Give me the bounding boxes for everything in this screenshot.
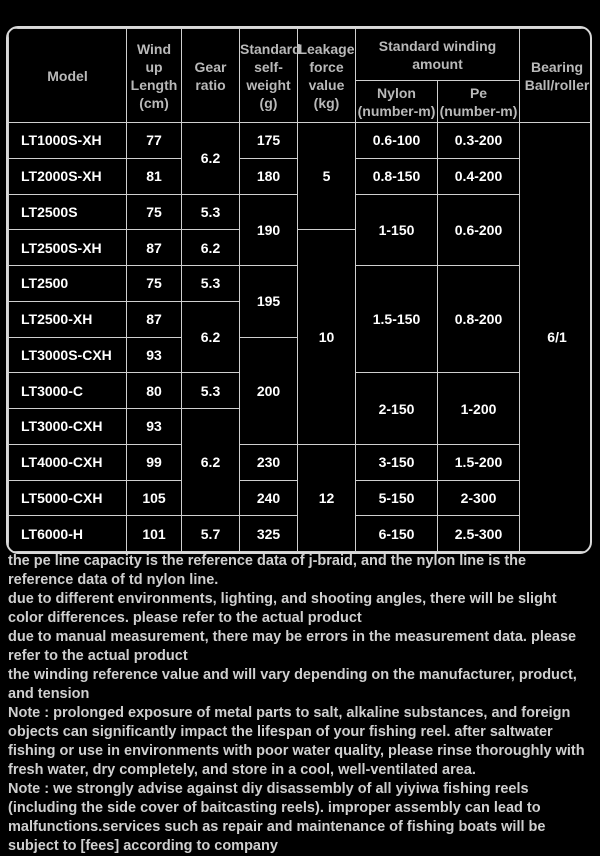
weight-cell: 180 bbox=[240, 158, 298, 194]
nylon-cell: 0.6-100 bbox=[356, 123, 438, 159]
model-cell: LT4000-CXH bbox=[9, 444, 127, 480]
gear-cell: 5.3 bbox=[182, 194, 240, 230]
length-cell: 87 bbox=[127, 230, 182, 266]
model-cell: LT1000S-XH bbox=[9, 123, 127, 159]
pe-cell: 2-300 bbox=[438, 480, 520, 516]
length-cell: 77 bbox=[127, 123, 182, 159]
gear-cell: 6.2 bbox=[182, 301, 240, 373]
model-cell: LT3000-CXH bbox=[9, 409, 127, 445]
weight-cell: 200 bbox=[240, 337, 298, 444]
model-cell: LT6000-H bbox=[9, 516, 127, 552]
nylon-cell: 0.8-150 bbox=[356, 158, 438, 194]
leakage-cell: 12 bbox=[298, 444, 356, 551]
header-bearing: Bearing Ball/roller bbox=[520, 29, 592, 123]
length-cell: 93 bbox=[127, 337, 182, 373]
table-row bbox=[9, 444, 593, 480]
note-color-difference: due to different environments, lighting, and shooting angles, there will be slight color differences. please refer to the actual product bbox=[8, 591, 557, 626]
bearing-cell: 6/1 bbox=[520, 123, 592, 552]
header-gear-ratio: Gear ratio bbox=[182, 29, 240, 123]
gear-cell: 6.2 bbox=[182, 123, 240, 195]
header-self-weight: Standard self-weight (g) bbox=[240, 29, 298, 123]
leakage-cell: 10 bbox=[298, 230, 356, 445]
note-winding-reference: the winding reference value and will vary depending on the manufacturer, product, and tension bbox=[8, 667, 577, 702]
length-cell: 80 bbox=[127, 373, 182, 409]
length-cell: 101 bbox=[127, 516, 182, 552]
gear-cell: 5.3 bbox=[182, 266, 240, 302]
gear-cell: 5.7 bbox=[182, 516, 240, 552]
weight-cell: 175 bbox=[240, 123, 298, 159]
weight-cell: 230 bbox=[240, 444, 298, 480]
nylon-cell: 1.5-150 bbox=[356, 266, 438, 373]
pe-cell: 2.5-300 bbox=[438, 516, 520, 552]
length-cell: 93 bbox=[127, 409, 182, 445]
nylon-cell: 5-150 bbox=[356, 480, 438, 516]
model-cell: LT2500 bbox=[9, 266, 127, 302]
pe-cell: 1-200 bbox=[438, 373, 520, 445]
length-cell: 81 bbox=[127, 158, 182, 194]
note-corrosion: Note : prolonged exposure of metal parts to salt, alkaline substances, and foreign objects can significantly impact the lifespan of your fishing reel. after saltwater fishing or use in environments with poor water quality, please rinse thoroughly with fresh water, dry completely, and store in a cool, well-ventilated area. bbox=[8, 705, 585, 778]
length-cell: 75 bbox=[127, 266, 182, 302]
gear-cell: 5.3 bbox=[182, 373, 240, 409]
pe-cell: 0.8-200 bbox=[438, 266, 520, 373]
pe-cell: 0.3-200 bbox=[438, 123, 520, 159]
weight-cell: 325 bbox=[240, 516, 298, 552]
model-cell: LT2000S-XH bbox=[9, 158, 127, 194]
model-cell: LT3000-C bbox=[9, 373, 127, 409]
leakage-cell: 5 bbox=[298, 123, 356, 230]
notes-section bbox=[8, 552, 592, 856]
nylon-cell: 2-150 bbox=[356, 373, 438, 445]
length-cell: 87 bbox=[127, 301, 182, 337]
nylon-cell: 6-150 bbox=[356, 516, 438, 552]
pe-cell: 0.6-200 bbox=[438, 194, 520, 266]
header-leakage-force: Leakage force value (kg) bbox=[298, 29, 356, 123]
gear-cell: 6.2 bbox=[182, 409, 240, 516]
gear-cell: 6.2 bbox=[182, 230, 240, 266]
model-cell: LT3000S-CXH bbox=[9, 337, 127, 373]
spec-table bbox=[8, 28, 592, 552]
model-cell: LT2500S bbox=[9, 194, 127, 230]
pe-cell: 0.4-200 bbox=[438, 158, 520, 194]
weight-cell: 195 bbox=[240, 266, 298, 338]
weight-cell: 240 bbox=[240, 480, 298, 516]
header-winding-amount: Standard winding amount bbox=[356, 29, 520, 81]
length-cell: 105 bbox=[127, 480, 182, 516]
table-row bbox=[9, 123, 593, 159]
spec-table-frame bbox=[6, 26, 592, 554]
length-cell: 99 bbox=[127, 444, 182, 480]
header-nylon: Nylon (number-m) bbox=[356, 81, 438, 123]
model-cell: LT5000-CXH bbox=[9, 480, 127, 516]
pe-cell: 1.5-200 bbox=[438, 444, 520, 480]
note-measurement-error: due to manual measurement, there may be errors in the measurement data. please refer to the actual product bbox=[8, 629, 577, 664]
header-model: Model bbox=[9, 29, 127, 123]
header-wind-up-length: Wind up Length (cm) bbox=[127, 29, 182, 123]
header-pe: Pe (number-m) bbox=[438, 81, 520, 123]
nylon-cell: 1-150 bbox=[356, 194, 438, 266]
nylon-cell: 3-150 bbox=[356, 444, 438, 480]
model-cell: LT2500-XH bbox=[9, 301, 127, 337]
note-disassembly: Note : we strongly advise against diy disassembly of all yiyiwa fishing reels (including the side cover of baitcasting reels). improper assembly can lead to malfunctions.services such as repair and maintenance of fishing boats will be subject to [fees] according to company bbox=[8, 781, 546, 854]
weight-cell: 190 bbox=[240, 194, 298, 266]
length-cell: 75 bbox=[127, 194, 182, 230]
model-cell: LT2500S-XH bbox=[9, 230, 127, 266]
note-line-capacity: the pe line capacity is the reference data of j-braid, and the nylon line is the reference data of td nylon line. bbox=[8, 553, 527, 588]
